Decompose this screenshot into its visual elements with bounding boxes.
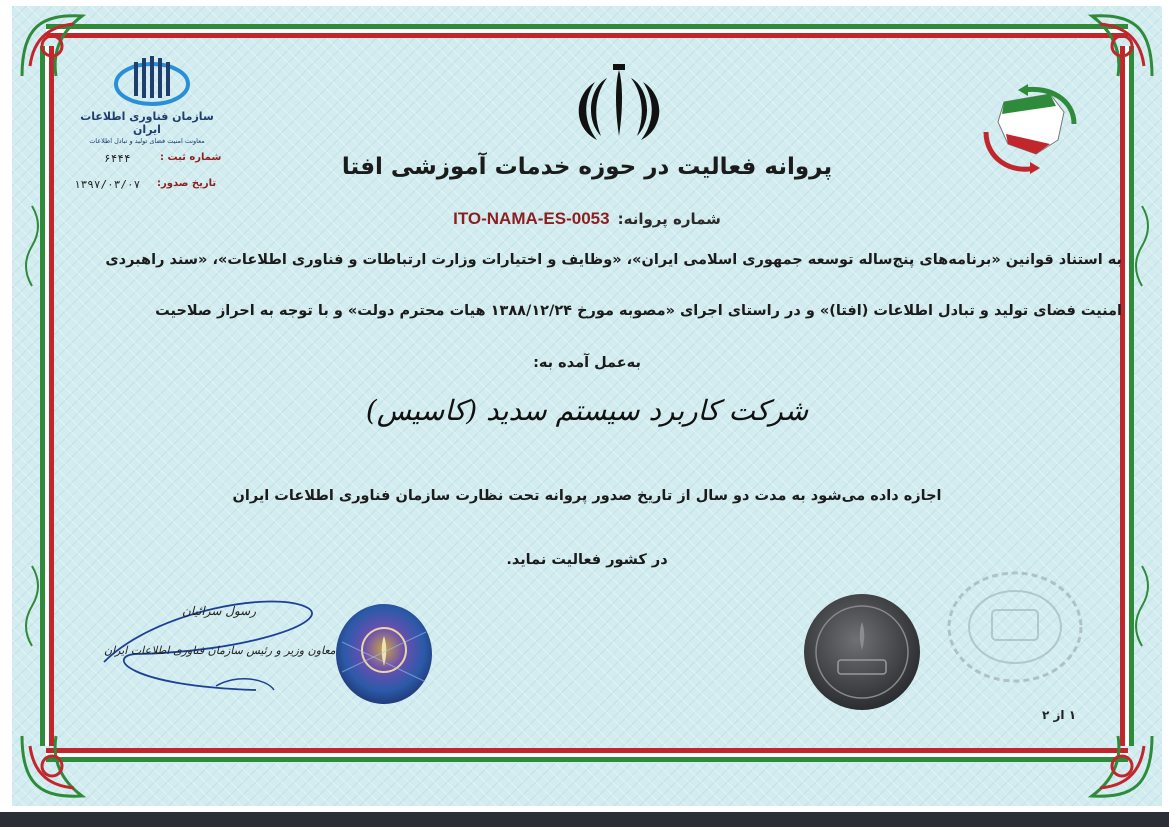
license-number-row bbox=[12, 209, 1162, 229]
license-number: ITO-NAMA-ES-0053 bbox=[453, 209, 610, 228]
body-line-5: در کشور فعالیت نماید. bbox=[506, 552, 668, 568]
certificate-paper bbox=[12, 6, 1162, 806]
registration-label: شماره ثبت : bbox=[160, 152, 222, 163]
scanner-edge bbox=[0, 812, 1169, 827]
body-line-4: اجازه داده می‌شود به مدت دو سال از تاریخ صدور پروانه تحت نظارت سازمان فناوری اطلاعات ایران bbox=[232, 488, 942, 504]
registration-number: ۶۴۴۴ bbox=[104, 152, 131, 165]
certificate-title: پروانه فعالیت در حوزه خدمات آموزشی افتا bbox=[341, 154, 833, 180]
issuer-org-name: سازمان فناوری اطلاعات ایران bbox=[80, 110, 214, 136]
iran-emblem-icon bbox=[577, 64, 661, 144]
company-name: شرکت کاربرد سیستم سدید (کاسیس) bbox=[365, 394, 809, 427]
license-number-label: شماره پروانه: bbox=[617, 210, 721, 228]
body-line-1: به استناد قوانین «برنامه‌های پنج‌ساله توسعه جمهوری اسلامی ایران»، «وظایف و اختیارات وزارت ارتباطات و فناوری اطلاعات»، «سند راهبردی bbox=[105, 252, 1122, 268]
issue-date: ۱۳۹۷/۰۳/۰۷ bbox=[74, 178, 141, 191]
page-indicator: ۱ از ۲ bbox=[1042, 708, 1077, 722]
body-line-2: امنیت فضای تولید و تبادل اطلاعات (افتا)» و در راستای اجرای «مصوبه مورخ ۱۳۸۸/۱۲/۲۴ هیات محترم دولت» و با توجه به احراز صلاحیت bbox=[155, 303, 1122, 319]
issuer-org-subtitle: معاونت امنیت فضای تولید و تبادل اطلاعات bbox=[89, 137, 205, 145]
ito-logo-icon bbox=[112, 54, 192, 110]
issue-date-label: تاریخ صدور: bbox=[157, 178, 217, 189]
hologram-seal-icon bbox=[334, 602, 434, 706]
faint-stamp-icon bbox=[940, 562, 1090, 692]
embossed-seal-icon bbox=[802, 592, 922, 712]
signatory-title: معاون وزیر و رئیس سازمان فناوری اطلاعات ایران bbox=[104, 644, 336, 657]
signatory-name: رسول سرائیان bbox=[182, 604, 257, 618]
body-line-3: به‌عمل آمده به: bbox=[533, 355, 641, 371]
issuer-org bbox=[72, 110, 222, 145]
